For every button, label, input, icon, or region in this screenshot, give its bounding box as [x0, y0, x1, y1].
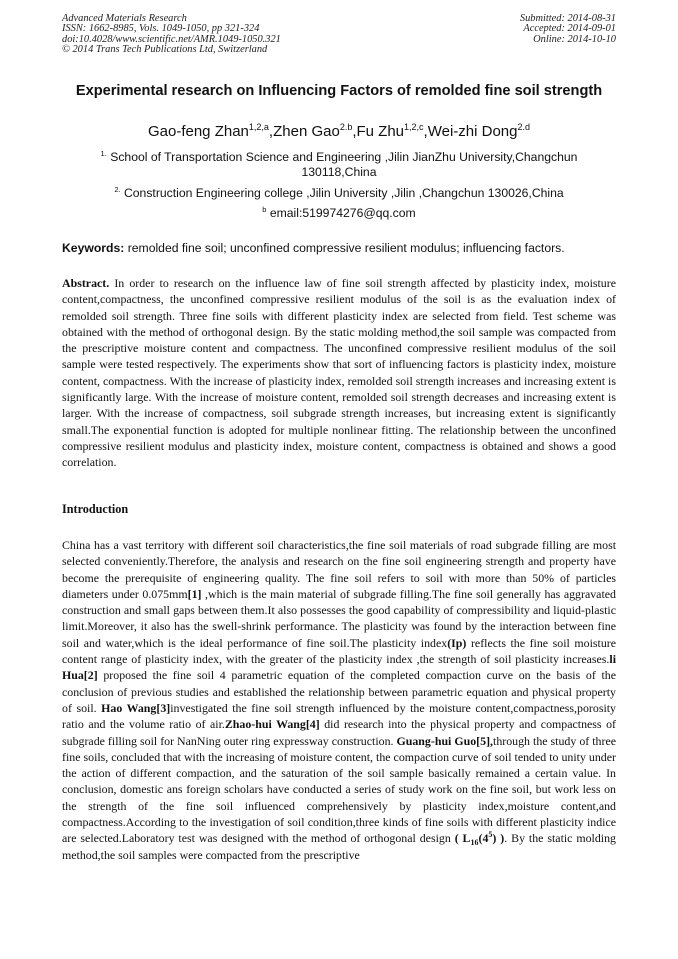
- copyright-line: © 2014 Trans Tech Publications Ltd, Switzerland: [62, 43, 268, 55]
- affiliation-mark: 2.: [114, 185, 121, 194]
- citation-ref: Guang-hui Guo[5],: [396, 733, 494, 748]
- affiliation-text: School of Transportation Science and Engineering ,Jilin JianZhu University,Changchun 130118,China: [106, 150, 578, 179]
- author-email: [62, 206, 616, 221]
- author-name: Gao-feng Zhan: [147, 123, 249, 140]
- journal-name: Advanced Materials Research: [62, 13, 187, 24]
- journal-header-left: [62, 14, 281, 55]
- paper-title: Experimental research on Influencing Factors of remolded fine soil strength: [75, 83, 603, 99]
- citation-ref: Zhao-hui Wang[4]: [224, 717, 320, 732]
- intro-text: through the study of three fine soils, concluded that with the increasing of moisture content, the compaction curve of soil tended to unity under the action of different compaction, and the saturation of the soil sample basically remained a certain value. In conclusion, domestic ans foreign scholars have conducted a series of study work on the fine soil, but work less on the strength of the fine soil influenced comprehensively by plasticity index,moisture content,and compactness.According to the investigation of soil condition,three kinds of fine soils with different plasticity indice are selected.Laboratory test was designed with the method of orthogonal design: [62, 733, 616, 846]
- author-name: Zhen Gao: [273, 123, 340, 140]
- submitted-date: Submitted: 2014-08-31: [519, 13, 616, 24]
- issn-line: ISSN: 1662-8985, Vols. 1049-1050, pp 321-324: [62, 23, 260, 35]
- affiliation-1: [62, 150, 616, 180]
- abstract-text: In order to research on the influence law of fine soil strength affected by plasticity index, moisture content,compactness, the unconfined compressive resilient modulus of the soil is as the evaluation index of remolded soil strength. Three fine soils with different plasticity index are selected from field. Test scheme was obtained with the method of orthogonal design. By the static molding method,the soil sample was compacted from the prescriptive moisture content and compactness. The unconfined compressive resilient modulus of the soil sample were tested respectively. The experiments show that sort of influencing factors is plasticity index, moisture content, compactness. With the increase of plasticity index, remolded soil strength increases and increasing extent is significantly large. With the increase of moisture content, remolded soil strength decreases and increasing extent is larger. With the increase of compactness, soil subgrade strength increases, but increasing extent is significantly small.The exponential function is adopted for multiple nonlinear fitting. The relationship between the unconfined compressive resilient modulus and plasticity index, moisture content, compactness is obtained and shows a good correlation.: [62, 276, 616, 470]
- intro-text: China has a vast territory with different soil characteristics,the fine soil materials of road subgrade filling are most selected conveniently.Therefore, the analysis and research on the fine soil engineering strength and property have become the prerequisite of engineering quality. The fine soil refers to soil with more than 50% of particles diameters under 0.075mm: [62, 538, 616, 601]
- intro-text: proposed the fine soil 4 parametric equation of the completed compaction curve on the basis of the conclusion of previous studies and established the relationship between parametric equation and physical property of soil.: [62, 668, 616, 715]
- intro-text: . By the static molding method,the soil samples were compacted from the prescriptive: [62, 831, 616, 862]
- accepted-date: Accepted: 2014-09-01: [523, 23, 616, 35]
- author-affiliation-mark: 1,2,c: [404, 122, 424, 132]
- design-superscript: 5: [488, 830, 493, 840]
- author-affiliation-mark: 2.b: [339, 122, 353, 132]
- author-list: [62, 123, 616, 141]
- author-name: Wei-zhi Dong: [427, 123, 518, 140]
- keywords-label: Keywords:: [62, 241, 125, 255]
- abstract: [62, 275, 616, 471]
- doi-line: doi:10.4028/www.scientific.net/AMR.1049-1050.321: [62, 33, 281, 45]
- affiliation-2: [62, 186, 616, 201]
- journal-header-right: [520, 14, 616, 45]
- abstract-label: Abstract.: [62, 276, 110, 290]
- online-date: Online: 2014-10-10: [533, 33, 616, 45]
- affiliation-mark: 1.: [100, 149, 107, 158]
- affiliation-text: Construction Engineering college ,Jilin University ,Jilin ,Changchun 130026,China: [120, 186, 564, 200]
- author-affiliation-mark: 1,2,a: [248, 122, 269, 132]
- intro-text: ,which is the main material of subgrade filling.The fine soil generally has aggravated construction and small gaps between them.It also possesses the good capability of compressibility and liquid-plastic limit.Moreover, it also has the swell-shrink performance. The plasticity was found by the interaction between fine soil and water,which is the ideal performance of fine soil.The plasticity index: [62, 586, 616, 650]
- design-subscript: 16: [470, 838, 479, 848]
- author-separator: ,: [268, 123, 274, 140]
- keywords-text: remolded fine soil; unconfined compressive resilient modulus; influencing factors.: [124, 241, 565, 255]
- design-open: ( L: [454, 831, 471, 846]
- author-affiliation-mark: 2.d: [517, 122, 530, 132]
- design-mid: (4: [478, 831, 489, 846]
- citation-ref: [1]: [187, 586, 202, 601]
- citation-ref: Hao Wang[3]: [101, 700, 171, 715]
- email-mark: b: [262, 205, 267, 214]
- orthogonal-design-notation: [454, 830, 505, 848]
- author-name: Fu Zhu: [356, 123, 405, 140]
- author-separator: ,: [352, 123, 357, 140]
- intro-text: did research into the physical property and compactness of subgrade filling soil for NanNing outer ring expressway construction.: [62, 717, 616, 748]
- keywords: [62, 241, 616, 256]
- design-close: ) ): [492, 831, 505, 846]
- section-heading-introduction: Introduction: [62, 502, 129, 516]
- intro-text: investigated the fine soil strength influenced by the moisture content,compactness,porosity ratio and the volume ratio of air.: [62, 700, 616, 732]
- introduction-paragraph: [62, 537, 616, 863]
- intro-text: reflects the fine soil moisture content range of plasticity index, with the greater of the plasticity index ,the strength of soil plasticity increases.: [62, 635, 617, 667]
- author-separator: ,: [423, 123, 428, 140]
- email-text: email:519974276@qq.com: [266, 206, 416, 220]
- citation-ref: li Hua[2]: [62, 652, 616, 683]
- plasticity-index-symbol: (Ip): [447, 635, 467, 650]
